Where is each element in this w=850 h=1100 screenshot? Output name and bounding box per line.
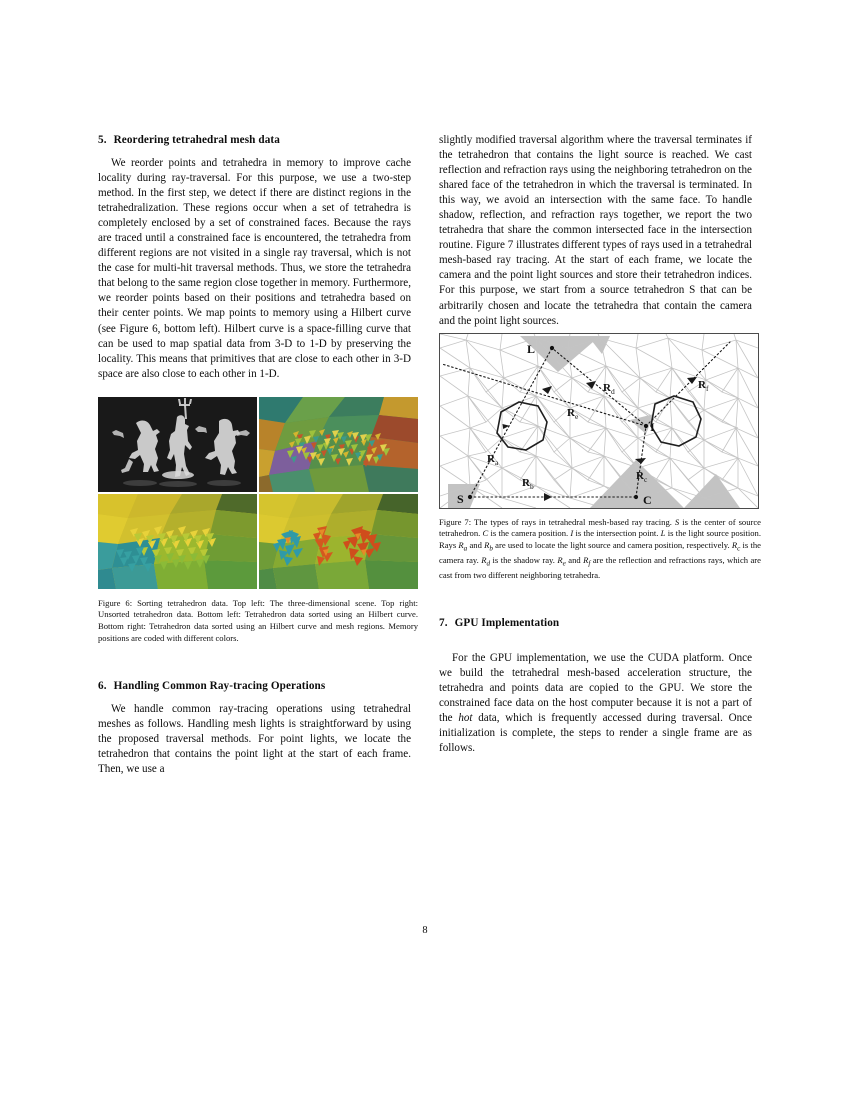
fig7-cap-s10: R bbox=[583, 555, 589, 566]
left-column bbox=[98, 133, 418, 777]
section-7-paragraph-italic: hot bbox=[458, 712, 473, 725]
point-L bbox=[550, 346, 554, 350]
fig7-cap-p9: is the shadow ray. bbox=[490, 555, 558, 566]
section-5-title: Reordering tetrahedral mesh data bbox=[113, 134, 280, 146]
section-6-title: Handling Common Ray-tracing Operations bbox=[113, 679, 326, 692]
fig7-cap-s1: S bbox=[674, 516, 680, 527]
section-7-number: 7. bbox=[439, 617, 448, 630]
section-6-number: 6. bbox=[98, 679, 107, 692]
fig7-cap-sub10: f bbox=[588, 559, 591, 568]
svg-text:R: R bbox=[522, 476, 530, 489]
label-L: L bbox=[527, 341, 536, 356]
fig7-cap-p5: is the light source position. Rays bbox=[439, 528, 761, 550]
figure-7 bbox=[439, 333, 761, 582]
fig7-cap-sub7: c bbox=[737, 544, 741, 553]
fig7-cap-s8: R bbox=[481, 555, 487, 566]
fig7-cap-sub5: a bbox=[463, 544, 468, 553]
label-S: S bbox=[457, 491, 464, 506]
point-I bbox=[644, 424, 648, 428]
fig7-cap-p2: is the center of source tetrahedron. bbox=[439, 516, 762, 539]
right-column bbox=[439, 133, 762, 777]
svg-text:f: f bbox=[706, 383, 709, 393]
section-5-number: 5. bbox=[98, 134, 107, 146]
fig7-cap-p11: are the reflection and refractions rays, which are cast from two different neighboring tetrahedra. bbox=[439, 555, 761, 581]
fig7-cap-sub6: b bbox=[489, 544, 493, 553]
spacer-before-section-6 bbox=[98, 645, 411, 679]
fig7-cap-s6: R bbox=[484, 539, 490, 550]
fig7-cap-s7: R bbox=[731, 539, 738, 550]
figure-6-panel-bottom-right bbox=[259, 494, 418, 589]
section-heading-6 bbox=[98, 679, 411, 693]
figure-6 bbox=[98, 397, 418, 645]
two-column-body bbox=[98, 133, 762, 777]
fig7-cap-p1: Figure 7: The types of rays in tetrahedral mesh-based ray tracing. bbox=[439, 516, 675, 527]
fig7-cap-p8: is the camera ray. bbox=[439, 539, 762, 566]
section-6-paragraph: We handle common ray-tracing operations using tetrahedral meshes as follows. Handling mesh lights is straightforward by using the proposed traversal methods. For point lights, we locate the tetrahedron that contains the point light at the start of each frame. Then, we use a bbox=[98, 702, 411, 775]
spacer-before-section-7 bbox=[439, 582, 752, 616]
fig7-cap-sub8: d bbox=[486, 559, 491, 568]
figure-7-svg bbox=[440, 334, 758, 508]
svg-text:b: b bbox=[530, 481, 534, 491]
point-C bbox=[634, 495, 638, 499]
svg-text:R: R bbox=[487, 452, 495, 465]
figure-7-caption bbox=[439, 517, 761, 582]
label-I: I bbox=[650, 419, 655, 434]
fig7-cap-p7: are used to locate the light source and camera position, respectively. bbox=[492, 539, 732, 550]
fig7-cap-sub9: e bbox=[562, 559, 566, 568]
svg-text:c: c bbox=[644, 474, 648, 484]
right-column-continuation-paragraph: slightly modified traversal algorithm where the traversal terminates if the tetrahedron that contains the light source is reached. We cast reflection and refraction rays using the neighboring tetrahedron on the shared face of the tetrahedron in which the traversal is terminated. In this way, we avoid an intersection with the same face. To handle shadow, reflection, and refraction rays together, we report the two tetrahedra that share the common intersected face in the intersection routine. Figure 7 illustrates different types of rays used in a tetrahedral mesh-based ray tracing. At the start of each frame, we locate the camera and the point light sources and store their tetrahedron indices. For this purpose, we start from a source tetrahedron S that can be arbitrarily chosen and locate the tetrahedra that contain the camera and the point light sources. bbox=[439, 134, 752, 327]
section-heading-5 bbox=[98, 133, 411, 147]
fig7-cap-s2: C bbox=[482, 528, 489, 539]
svg-text:d: d bbox=[611, 386, 615, 396]
svg-text:e: e bbox=[575, 411, 579, 421]
svg-text:a: a bbox=[495, 457, 499, 467]
section-heading-7 bbox=[439, 616, 752, 630]
figure-6-image-grid bbox=[98, 397, 418, 589]
fig7-cap-p10: and bbox=[565, 555, 584, 566]
fig7-cap-p6: and bbox=[467, 539, 485, 550]
fig7-cap-s4: L bbox=[660, 528, 666, 539]
figure-7-diagram bbox=[439, 333, 759, 509]
section-7-paragraph-post: data, which is frequently accessed during traversal. Once initialization is complete, the steps to render a single frame are as follows. bbox=[439, 712, 753, 755]
figure-6-caption: Figure 6: Sorting tetrahedron data. Top left: The three-dimensional scene. Top right: Unsorted tetrahedron data. Bottom left: Tetrahedron data sorted using an Hilbert curve. Bottom right: Tetrahedron data sorted using an Hilbert curve and mesh regions. Memory positions are coded with different colors. bbox=[98, 597, 418, 643]
point-S bbox=[468, 495, 472, 499]
svg-text:R: R bbox=[636, 469, 644, 482]
label-C: C bbox=[643, 492, 652, 507]
svg-text:R: R bbox=[603, 381, 611, 394]
section-7-paragraph bbox=[439, 651, 752, 756]
page-number: 8 bbox=[422, 925, 428, 936]
figure-6-panel-top-right bbox=[259, 397, 418, 492]
svg-text:R: R bbox=[567, 406, 575, 419]
figure-6-panel-bottom-left bbox=[98, 494, 257, 589]
fig7-cap-s3: I bbox=[570, 528, 574, 539]
figure-6-panel-top-left bbox=[98, 397, 257, 492]
svg-text:R: R bbox=[698, 378, 706, 391]
section-5-paragraph: We reorder points and tetrahedra in memory to improve cache locality during ray-traversal. For this purpose, we use a two-step method. In the first step, we detect if there are distinct regions in the tetrahedralization. These regions occur when a set of tetrahedra is completely enclosed by a set of constrained faces. Because the rays are traced until a constrained face is encountered, the tetrahedra from different regions are not visited in a single ray traversal, which is not the case for multi-hit traversal methods. Thus, we store the tetrahedra that belong to the same region close together in memory. Furthermore, we reorder points based on their positions and tetrahedra based on their center points. We map points to memory using a Hilbert curve (see Figure 6, bottom left). Hilbert curve is a space-filling curve that can be used to map spatial data from 3-D to 1-D by preserving the locality. This means that primitives that are close to each other in 3-D space are also close to each other in 1-D. bbox=[98, 157, 411, 380]
fig7-cap-p4: is the intersection point. bbox=[573, 528, 661, 539]
spacer-after-section-7-heading bbox=[439, 639, 752, 651]
fig7-cap-p3: is the camera position. bbox=[488, 528, 571, 539]
section-7-title: GPU Implementation bbox=[454, 617, 560, 630]
fig7-cap-s9: R bbox=[557, 555, 563, 566]
section-7-paragraph-pre: For the GPU implementation, we use the CUDA platform. Once we build the tetrahedral mesh-based acceleration structure, the tetrahedra and points data are copied to the GPU. We store the constrained face data on the host computer because it is not a part of the bbox=[439, 652, 752, 725]
fig7-cap-s5: R bbox=[458, 539, 464, 550]
